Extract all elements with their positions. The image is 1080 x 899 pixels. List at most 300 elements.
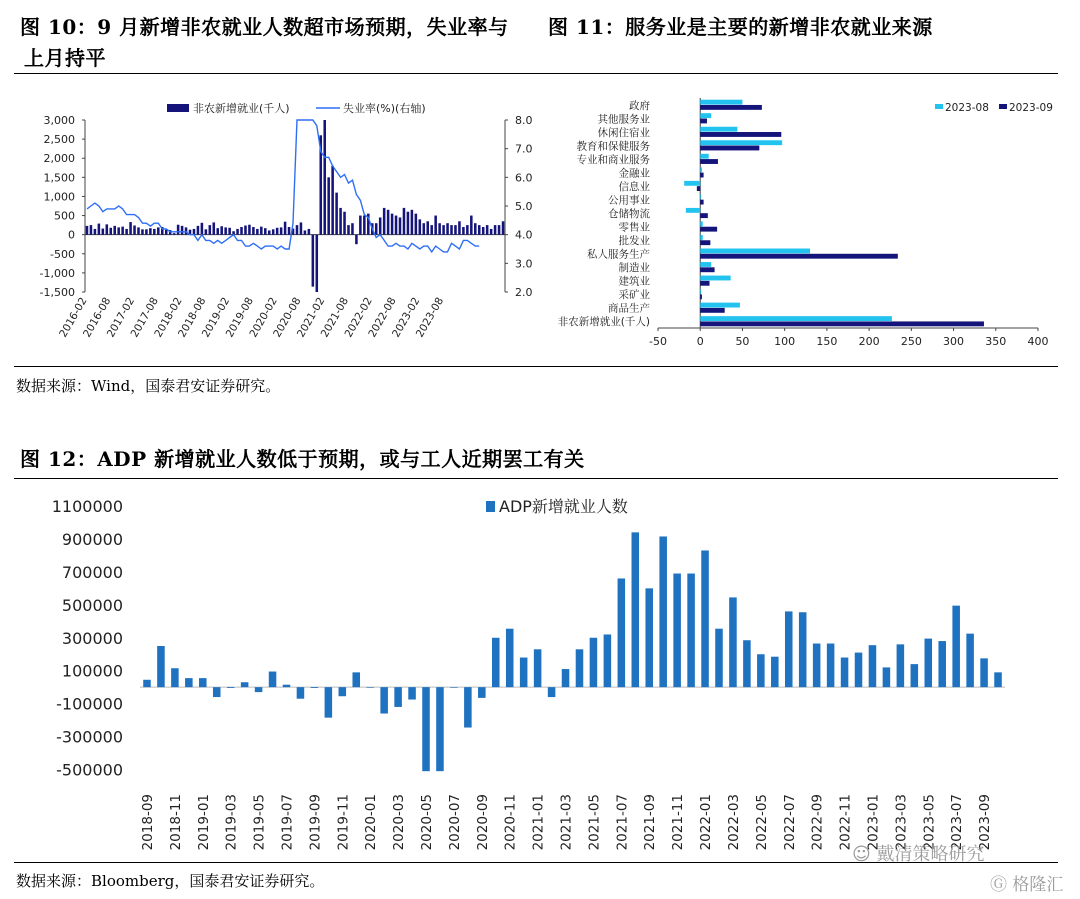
fig11-bar-2023-09: [700, 200, 703, 205]
fig11-bar-2023-08: [700, 140, 782, 145]
fig11-bar-2023-09: [700, 146, 759, 151]
fig10-x-tick-label: 2021-08: [318, 295, 352, 340]
fig10-x-tick-label: 2019-02: [199, 295, 233, 340]
fig12-x-tick-label: 2021-03: [558, 794, 575, 851]
fig10-payroll-bar: [351, 223, 354, 234]
source-top: 数据来源：Wind，国泰君安证券研究。: [16, 377, 281, 395]
fig11-bar-2023-09: [700, 213, 708, 218]
fig11-bar-2023-08: [700, 276, 730, 281]
fig10-payroll-bar: [149, 228, 152, 234]
top-rule: [14, 73, 1058, 74]
fig12-x-tick-label: 2020-01: [363, 794, 380, 851]
fig11-bar-2023-08: [700, 127, 737, 132]
fig10-payroll-bar: [466, 225, 469, 235]
fig10-payroll-bar: [86, 226, 89, 235]
fig12-y-tick-label: 900000: [61, 529, 123, 549]
fig10-payroll-bar: [391, 214, 394, 235]
fig12-adp-bar: [827, 644, 835, 688]
fig11-category-label: 制造业: [618, 262, 650, 275]
fig11-bar-2023-08: [700, 194, 701, 199]
fig10-right-tick-label: 2.0: [515, 286, 533, 299]
fig10-payroll-bar: [300, 222, 303, 234]
fig12-adp-bar: [729, 597, 737, 687]
fig12-x-tick-label: 2021-09: [642, 794, 659, 851]
fig12-title: 图 12：ADP 新增就业人数低于预期，或与工人近期罢工有关: [20, 447, 585, 471]
fig12-adp-bar: [492, 638, 500, 687]
fig12-adp-bar: [478, 687, 486, 698]
fig10-payroll-bar: [264, 228, 267, 234]
fig11-title: 图 11：服务业是主要的新增非农就业来源: [548, 15, 933, 39]
fig10-x-tick-label: 2019-08: [223, 295, 256, 340]
fig10-right-tick-label: 4.0: [515, 228, 533, 242]
fig12-adp-bar: [701, 550, 709, 687]
fig10-payroll-bar: [462, 227, 465, 235]
fig12-x-tick-label: 2020-03: [391, 794, 408, 851]
fig10-payroll-bar: [173, 233, 176, 235]
fig11-legend-label-2023-09: 2023-09: [1009, 102, 1053, 114]
fig11-bar-2023-08: [700, 221, 703, 226]
fig10-payroll-bar: [486, 225, 489, 235]
fig12-adp-bar: [980, 658, 988, 687]
fig12-x-tick-label: 2021-05: [586, 794, 603, 851]
fig12-adp-bar: [352, 672, 360, 687]
fig12-adp-bar: [938, 641, 946, 687]
fig10-payroll-bar: [502, 221, 505, 234]
fig12-x-tick-label: 2020-07: [446, 794, 463, 851]
fig12-x-tick-label: 2021-11: [670, 794, 687, 851]
fig11-bar-2023-09: [700, 227, 717, 232]
fig11-bar-2023-08: [700, 154, 708, 159]
fig12-x-tick-label: 2019-07: [279, 794, 296, 851]
wechat-watermark-text: 戴清策略研究: [876, 844, 985, 865]
fig10-payroll-bar: [478, 225, 481, 235]
fig10-payroll-bar: [383, 208, 386, 235]
fig10-payroll-bar: [355, 235, 358, 245]
fig11-bar-2023-09: [700, 308, 724, 313]
fig11-bar-2023-09: [700, 240, 710, 245]
fig12-adp-bar: [185, 678, 193, 687]
fig12-adp-bar: [394, 687, 402, 707]
fig11-bar-2023-09: [700, 159, 718, 164]
fig10-payroll-bar: [359, 216, 362, 235]
fig10-payroll-bar: [312, 235, 315, 287]
fig10-payroll-bar: [423, 223, 426, 234]
fig10-x-tick-label: 2023-02: [390, 295, 423, 340]
fig11-bar-2023-08: [686, 208, 700, 213]
fig10-payroll-bar: [407, 212, 410, 235]
fig12-adp-bar: [743, 640, 751, 687]
fig11-x-tick-label: -50: [649, 335, 667, 348]
fig10-payroll-bar: [129, 222, 132, 235]
fig11-category-label: 批发业: [618, 235, 650, 248]
fig10-right-tick-label: 6.0: [515, 171, 533, 185]
fig12-adp-bar: [924, 639, 932, 688]
fig11-x-tick-label: 400: [1027, 335, 1049, 348]
fig10-payroll-bar: [181, 226, 184, 235]
fig12-x-tick-label: 2020-09: [474, 794, 491, 851]
source-top-rule: [14, 366, 1058, 367]
fig12-adp-bar: [590, 638, 598, 687]
fig12-x-tick-label: 2019-05: [251, 794, 268, 851]
fig12-adp-bar: [311, 687, 319, 688]
fig12-adp-bar: [520, 658, 528, 688]
fig12-x-tick-label: 2019-09: [307, 794, 324, 851]
fig10-payroll-bar: [316, 235, 319, 292]
fig10-payroll-bar: [141, 229, 144, 234]
fig12-adp-bar: [757, 654, 765, 687]
fig12-adp-bar: [436, 687, 444, 771]
fig10-payroll-bar: [137, 227, 140, 234]
fig10-payroll-bar: [272, 229, 275, 234]
fig12-x-tick-label: 2023-09: [977, 793, 994, 851]
fig12-adp-bar: [883, 667, 891, 687]
fig12-y-tick-label: 500000: [61, 595, 123, 615]
fig10-title-line2: 上月持平: [24, 46, 106, 70]
fig10-legend-bar-label: 非农新增就业(千人): [193, 102, 290, 115]
fig11-bar-2023-08: [700, 235, 703, 240]
fig11-bar-2023-08: [684, 181, 700, 186]
fig10-payroll-bar: [347, 225, 350, 235]
fig10-payroll-bar: [288, 227, 291, 235]
fig10-payroll-bar: [304, 230, 307, 234]
fig12-x-tick-label: 2018-11: [167, 794, 184, 851]
fig10-payroll-bar: [125, 229, 128, 235]
fig10-payroll-bar: [213, 222, 216, 234]
fig11-category-label: 其他服务业: [597, 113, 650, 126]
fig11-x-tick-label: 250: [900, 335, 922, 348]
fig11-category-label: 零售业: [618, 221, 650, 234]
fig10-payroll-bar: [102, 229, 105, 235]
fig11-category-label: 专业和商业服务: [576, 153, 650, 166]
fig12-adp-bar: [199, 678, 207, 687]
fig11-category-label: 教育和保健服务: [576, 140, 650, 153]
fig10-payroll-bar: [308, 229, 311, 235]
wechat-watermark: [852, 840, 985, 866]
fig10-payroll-bar: [498, 225, 501, 235]
fig10-payroll-bar: [430, 225, 433, 235]
fig12-x-tick-label: 2023-05: [921, 794, 938, 851]
fig12-x-tick-label: 2020-11: [502, 794, 519, 851]
fig12-adp-bar: [966, 634, 974, 688]
fig12-adp-bar: [213, 687, 221, 697]
fig10-payroll-bar: [205, 229, 208, 234]
fig10-payroll-bar: [415, 214, 418, 235]
fig10-left-tick-label: 2,500: [43, 133, 75, 147]
fig10-payroll-bar: [276, 228, 279, 235]
fig10-payroll-bar: [248, 225, 251, 235]
fig11-bar-2023-09: [697, 186, 700, 191]
fig12-adp-bar: [227, 687, 235, 688]
fig12-x-tick-label: 2022-09: [809, 794, 826, 851]
fig12-adp-bar: [799, 612, 807, 687]
fig10-payroll-bar: [106, 224, 109, 234]
fig12-x-tick-label: 2022-03: [725, 794, 742, 851]
fig10-payroll-bar: [145, 229, 148, 234]
fig10-payroll-bar: [177, 225, 180, 235]
fig12-y-tick-label: 100000: [61, 661, 123, 681]
fig10-left-tick-label: 1,000: [43, 190, 75, 204]
fig11-bar-2023-09: [700, 254, 898, 259]
fig11-x-tick-label: 150: [816, 335, 838, 348]
fig10-payroll-bar: [109, 228, 112, 235]
fig12-adp-bar: [255, 687, 263, 692]
fig10-payroll-bar: [252, 227, 255, 235]
fig10-payroll-bar: [343, 212, 346, 235]
fig12-x-tick-label: 2022-05: [753, 794, 770, 851]
fig10-title-line1: 图 10：9 月新增非农就业人数超市场预期，失业率与: [20, 15, 509, 39]
fig11-bar-2023-09: [700, 118, 707, 123]
fig12-adp-bar: [632, 532, 640, 687]
brand-watermark-text: 格隆汇: [1012, 875, 1064, 895]
fig12-adp-bar: [841, 658, 849, 688]
fig11-category-label: 非农新增就业(千人): [557, 316, 650, 329]
fig12-x-tick-label: 2021-01: [530, 794, 547, 851]
fig12-adp-bar: [855, 653, 863, 688]
fig10-payroll-bar: [494, 225, 497, 235]
fig10-payroll-bar: [399, 217, 402, 234]
fig11-bar-2023-09: [700, 105, 762, 110]
fig12-x-tick-label: 2019-03: [223, 794, 240, 851]
fig10-payroll-bar: [327, 177, 330, 234]
fig12-adp-bar: [534, 649, 542, 687]
fig11-x-tick-label: 350: [985, 335, 1007, 348]
fig11-legend-swatch-2023-09: [999, 104, 1007, 109]
fig10-payroll-bar: [165, 230, 168, 235]
fig12-adp-bar: [562, 669, 570, 687]
fig12-adp-bar: [297, 687, 305, 699]
fig12-adp-bar: [911, 664, 919, 687]
fig11-bar-2023-09: [700, 281, 709, 286]
fig11-x-tick-label: 0: [696, 335, 704, 348]
fig10-payroll-bar: [240, 227, 243, 235]
fig10-payroll-bar: [296, 225, 299, 235]
fig10-payroll-bar: [379, 217, 382, 234]
fig11-bar-2023-08: [700, 316, 892, 321]
fig11-bar-2023-08: [700, 113, 711, 118]
fig12-y-tick-label: -100000: [56, 694, 123, 714]
source-bottom: 数据来源：Bloomberg，国泰君安证券研究。: [16, 872, 325, 890]
fig10-payroll-bar: [193, 229, 196, 235]
fig12-adp-bar: [143, 680, 151, 687]
fig12-x-tick-label: 2020-05: [419, 794, 436, 851]
fig10-payroll-bar: [121, 227, 124, 235]
fig10-payroll-bar: [482, 227, 485, 235]
brand-watermark: [990, 870, 1063, 895]
fig10-payroll-bar: [153, 229, 156, 235]
fig10-payroll-bar: [474, 223, 477, 234]
fig10-left-tick-label: 2,000: [43, 152, 75, 166]
fig12-adp-bar: [548, 687, 556, 697]
fig10-payroll-bar: [228, 228, 231, 235]
fig10-payroll-bar: [260, 227, 263, 235]
fig11-x-tick-label: 100: [774, 335, 796, 348]
fig10-x-tick-label: 2023-08: [413, 295, 447, 340]
fig10-payroll-bar: [442, 225, 445, 235]
fig12-adp-bar: [687, 574, 695, 688]
fig11-category-label: 建筑业: [618, 275, 650, 288]
fig12-adp-bar: [380, 687, 388, 713]
fig10-x-tick-label: 2016-02: [57, 295, 90, 340]
fig12-adp-bar: [952, 606, 960, 688]
fig12-x-tick-label: 2022-01: [698, 794, 715, 851]
fig12-adp-bar: [645, 588, 653, 687]
fig12-adp-bar: [408, 687, 416, 699]
fig10-payroll-bar: [450, 225, 453, 235]
fig12-adp-bar: [339, 687, 347, 696]
fig10-payroll-bar: [133, 225, 136, 234]
fig10-payroll-bar: [387, 210, 390, 235]
fig10-payroll-bar: [331, 166, 334, 235]
fig10-payroll-bar: [220, 226, 223, 234]
fig10-payroll-bar: [185, 227, 188, 234]
fig12-adp-bar: [771, 657, 779, 687]
fig10-payroll-bar: [395, 216, 398, 235]
fig10-payroll-bar: [268, 230, 271, 234]
fig10-right-tick-label: 7.0: [515, 142, 533, 156]
fig12-adp-bar: [604, 634, 612, 687]
fig10-payroll-bar: [419, 219, 422, 234]
fig11-category-label: 仓储物流: [608, 208, 650, 220]
fig10-payroll-bar: [90, 225, 93, 235]
fig12-chart: [0, 480, 1080, 860]
fig12-x-tick-label: 2023-01: [865, 794, 882, 851]
fig10-payroll-bar: [209, 225, 212, 235]
fig10-payroll-bar: [256, 229, 259, 235]
fig10-payroll-bar: [98, 224, 101, 235]
fig10-payroll-bar: [339, 208, 342, 235]
fig12-adp-bar: [464, 687, 472, 727]
fig10-x-tick-label: 2020-02: [247, 295, 280, 340]
fig10-chart: [0, 78, 540, 358]
fig10-payroll-bar: [490, 229, 493, 235]
fig10-payroll-bar: [446, 223, 449, 234]
fig10-right-tick-label: 5.0: [515, 200, 533, 213]
fig12-adp-bar: [994, 672, 1002, 687]
fig10-payroll-bar: [470, 216, 473, 235]
fig10-x-tick-label: 2022-08: [366, 295, 399, 340]
fig10-x-tick-label: 2022-02: [342, 295, 375, 340]
fig12-legend-swatch: [486, 501, 495, 512]
fig12-y-tick-label: 300000: [61, 628, 123, 648]
fig12-rule: [14, 478, 1058, 479]
fig11-legend-label-2023-08: 2023-08: [945, 102, 989, 114]
fig10-right-tick-label: 8.0: [515, 114, 533, 127]
fig10-left-tick-label: -1,000: [39, 266, 75, 280]
fig11-category-label: 公用事业: [608, 194, 650, 207]
fig12-x-tick-label: 2021-07: [614, 794, 631, 851]
fig10-payroll-bar: [236, 229, 239, 235]
fig10-payroll-bar: [117, 227, 120, 234]
fig12-adp-bar: [283, 685, 291, 687]
fig12-adp-bar: [897, 644, 905, 687]
fig10-x-tick-label: 2017-08: [128, 295, 161, 340]
fig12-y-tick-label: -300000: [56, 727, 123, 747]
fig10-payroll-bar: [157, 227, 160, 234]
fig11-bar-2023-08: [700, 303, 740, 308]
fig10-payroll-bar: [323, 120, 326, 235]
fig12-x-tick-label: 2022-11: [837, 794, 854, 851]
fig10-left-tick-label: 0: [68, 228, 75, 242]
fig10-x-tick-label: 2018-02: [152, 295, 185, 340]
fig12-y-tick-label: 1100000: [51, 497, 123, 516]
fig12-y-tick-label: 700000: [61, 562, 123, 582]
fig10-payroll-bar: [216, 228, 219, 234]
fig10-x-tick-label: 2016-08: [81, 295, 114, 340]
fig11-bar-2023-09: [700, 267, 714, 272]
fig10-left-tick-label: 1,500: [43, 171, 75, 185]
fig12-adp-bar: [325, 687, 333, 717]
fig10-payroll-bar: [426, 221, 429, 234]
fig12-x-tick-label: 2023-07: [949, 794, 966, 851]
fig12-adp-bar: [241, 682, 249, 687]
fig10-left-tick-label: 3,000: [43, 114, 75, 127]
fig10-payroll-bar: [94, 229, 97, 235]
fig10-payroll-bar: [113, 226, 116, 235]
fig11-category-label: 采矿业: [618, 289, 650, 302]
fig10-x-tick-label: 2018-08: [176, 295, 209, 340]
fig10-payroll-bar: [458, 221, 461, 234]
fig12-adp-bar: [366, 687, 374, 688]
fig12-adp-bar: [576, 649, 584, 687]
fig10-left-tick-label: 500: [54, 209, 75, 223]
fig10-payroll-bar: [284, 222, 287, 235]
fig10-payroll-bar: [411, 210, 414, 235]
fig11-legend-swatch-2023-08: [935, 104, 943, 109]
fig11-bar-2023-09: [700, 132, 781, 137]
fig10-left-tick-label: -500: [50, 247, 75, 261]
fig11-category-label: 私人服务生产: [587, 248, 650, 261]
fig12-x-tick-label: 2023-03: [893, 794, 910, 851]
fig10-x-tick-label: 2020-08: [271, 295, 304, 340]
fig12-legend-label: ADP新增就业人数: [499, 497, 628, 516]
fig12-adp-bar: [506, 629, 514, 687]
fig10-x-tick-label: 2017-02: [104, 295, 138, 340]
fig12-adp-bar: [659, 536, 667, 687]
fig11-bar-2023-08: [700, 100, 742, 105]
fig12-adp-bar: [269, 672, 277, 688]
fig11-category-label: 休闲住宿业: [597, 126, 650, 139]
fig10-payroll-bar: [434, 216, 437, 235]
fig12-adp-bar: [673, 574, 681, 688]
fig11-bar-2023-09: [700, 321, 984, 326]
fig11-category-label: 政府: [629, 99, 650, 112]
fig10-payroll-bar: [224, 227, 227, 234]
fig10-payroll-bar: [244, 225, 247, 234]
fig11-x-tick-label: 50: [735, 335, 750, 348]
fig12-x-tick-label: 2022-07: [781, 794, 798, 851]
fig10-payroll-bar: [438, 223, 441, 234]
fig12-adp-bar: [157, 646, 165, 687]
fig10-payroll-bar: [454, 225, 457, 235]
wechat-icon: ☺: [852, 844, 871, 865]
fig12-adp-bar: [813, 644, 821, 688]
fig12-adp-bar: [422, 687, 430, 771]
fig10-payroll-bar: [201, 223, 204, 235]
fig10-legend-line-label: 失业率(%)(右轴): [343, 102, 426, 115]
fig12-adp-bar: [450, 687, 458, 688]
brand-logo-icon: Ⓖ: [990, 875, 1007, 895]
fig11-bar-2023-09: [700, 173, 703, 178]
fig12-adp-bar: [869, 645, 877, 687]
fig11-bar-2023-09: [700, 294, 702, 299]
fig10-x-tick-label: 2021-02: [294, 295, 328, 340]
fig11-x-tick-label: 300: [943, 335, 965, 348]
fig10-payroll-bar: [375, 223, 378, 234]
fig12-adp-bar: [715, 629, 723, 687]
fig12-x-tick-label: 2018-09: [139, 794, 156, 851]
fig10-payroll-bar: [335, 193, 338, 235]
fig10-legend-bar-swatch: [167, 104, 189, 112]
